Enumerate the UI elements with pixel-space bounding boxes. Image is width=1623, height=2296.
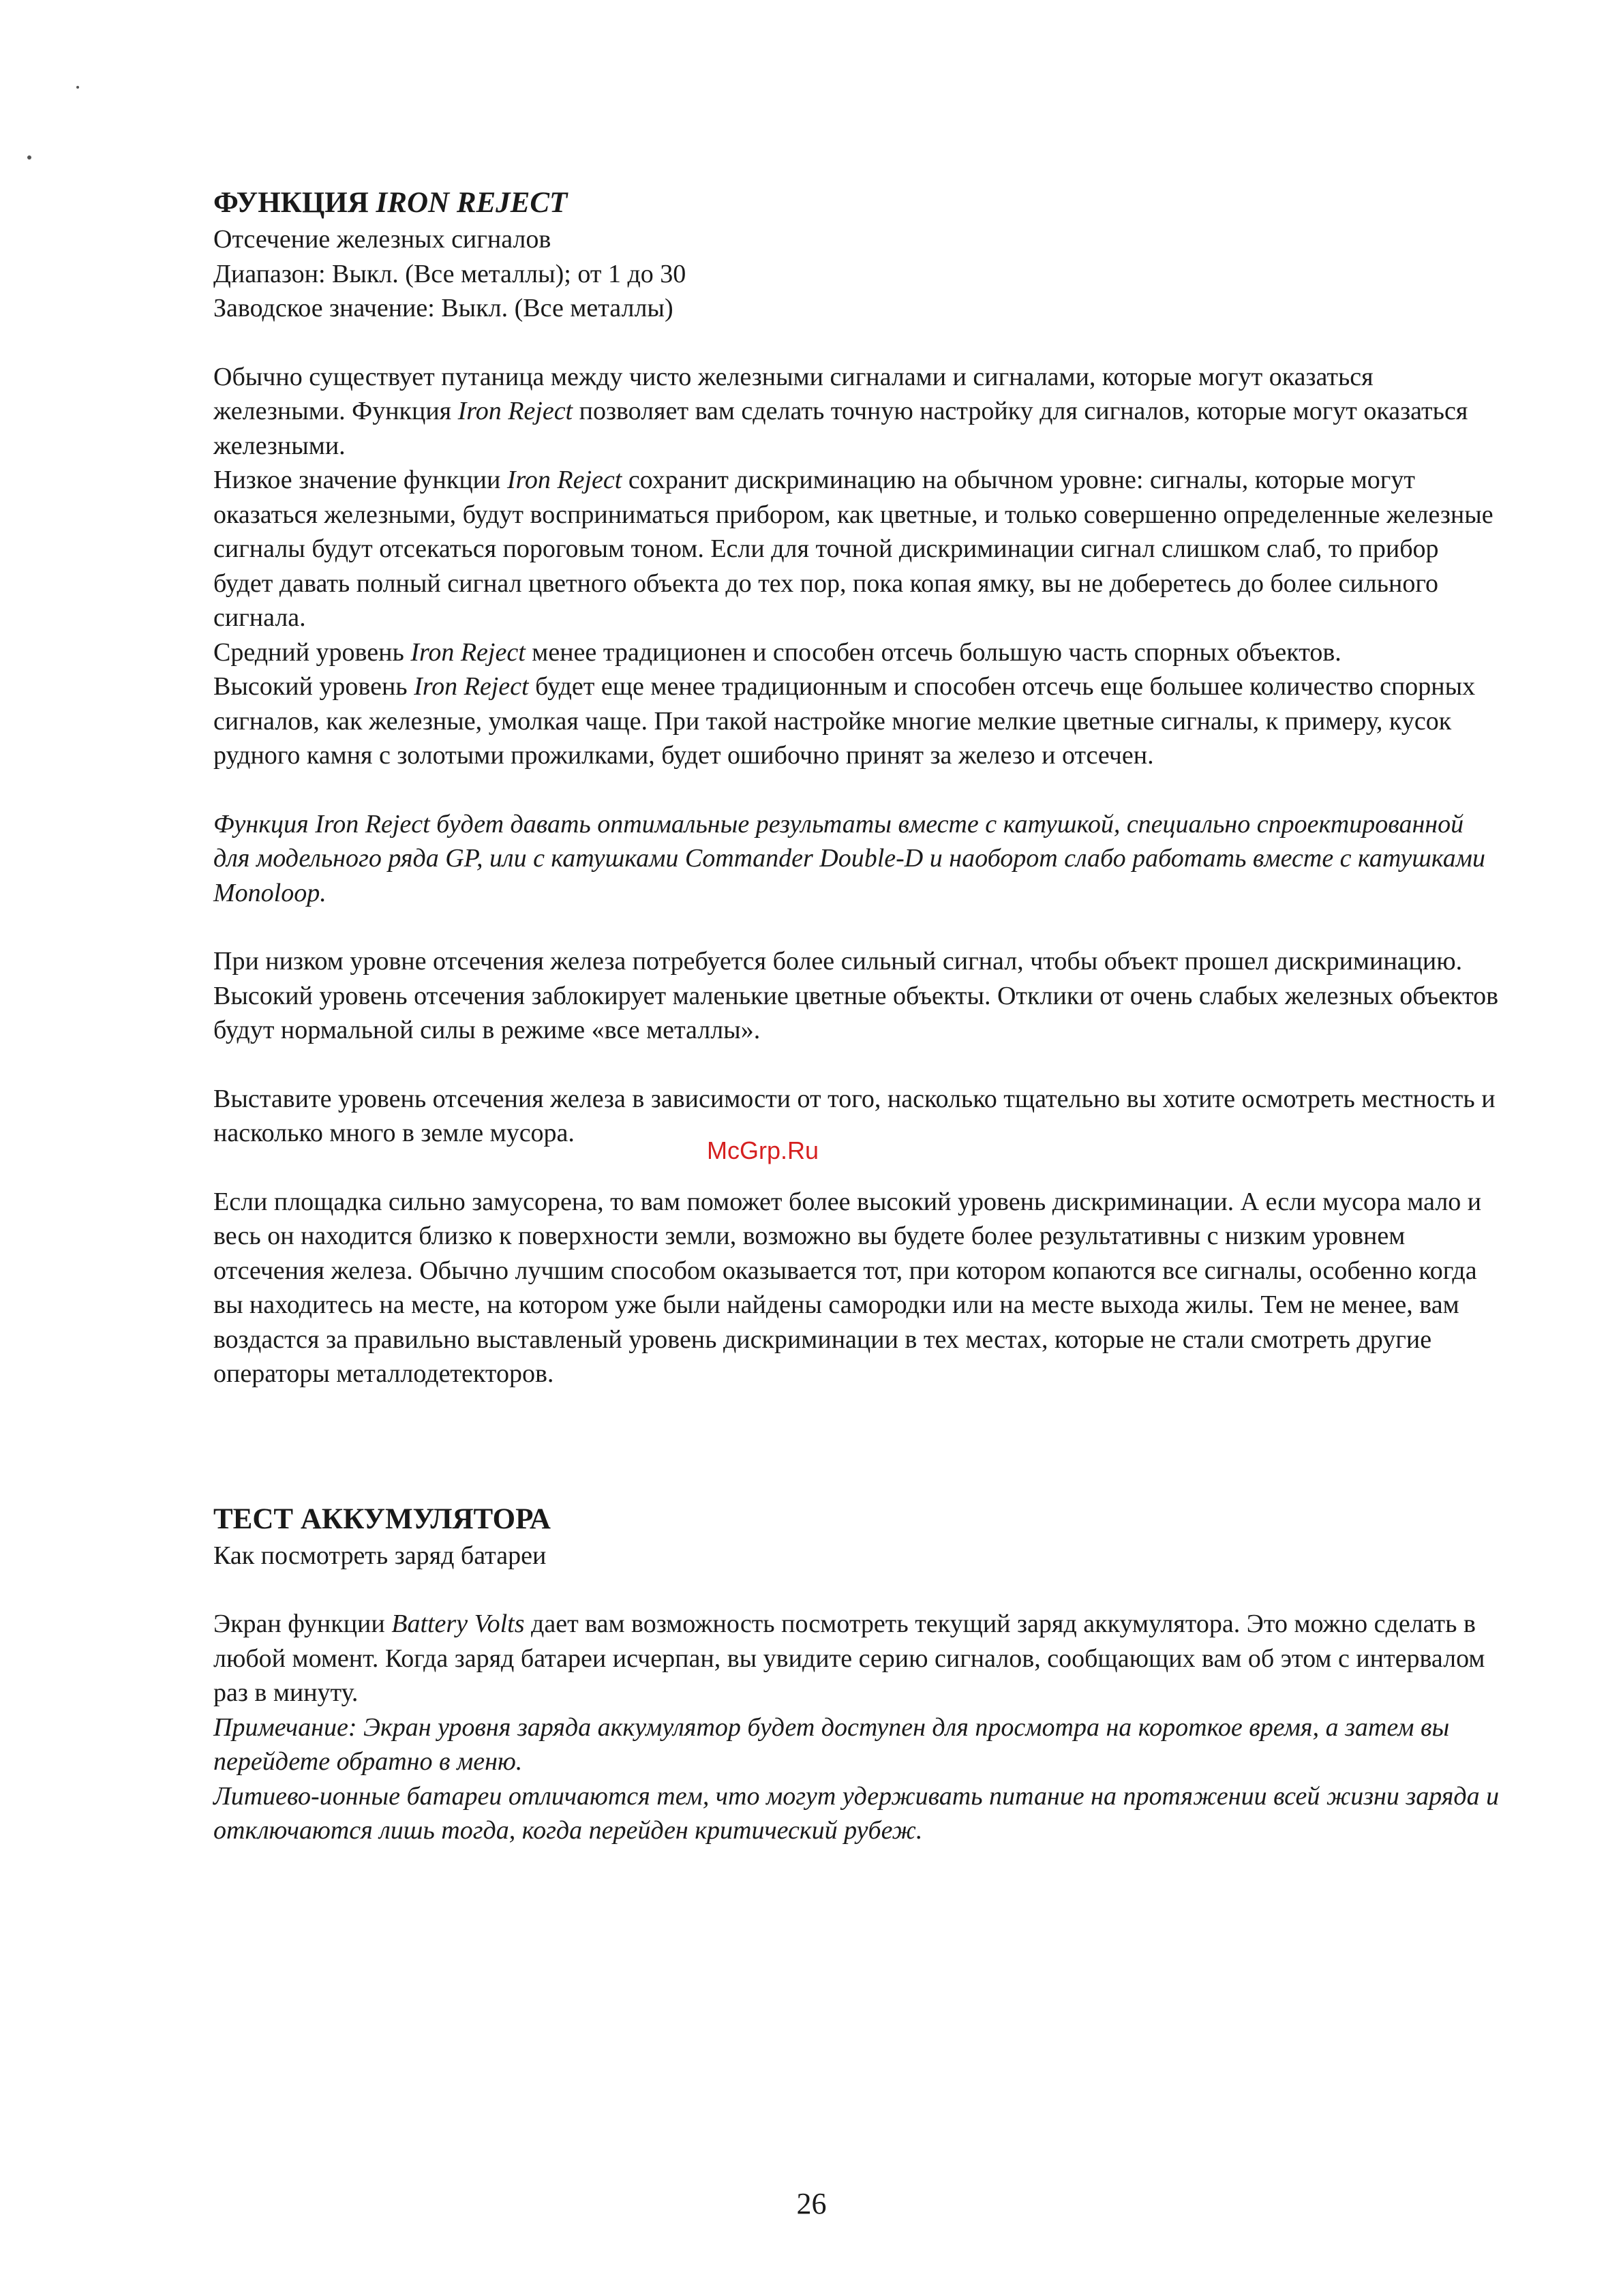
text-run: Обычно существует путаница между чисто железными сигналами и сигналами, которые могут оказаться железными. Функция (213, 362, 1374, 425)
section-subtitle: Как посмотреть заряд батареи (213, 1541, 547, 1570)
scan-speck (76, 86, 79, 89)
paragraph: При низком уровне отсечения железа потребуется более сильный сигнал, чтобы объект прошел дискриминацию. Высокий уровень отсечения заблокирует маленькие цветные объекты. Отклики от очень слабых железных объектов будут нормальной силы в режиме «все металлы». (213, 947, 1499, 1044)
text-run: менее традиционен и способен отсечь большую часть спорных объектов. (525, 637, 1341, 667)
paragraph (213, 1607, 1502, 1710)
paragraph (213, 635, 1502, 670)
paragraph: Если площадка сильно замусорена, то вам поможет более высокий уровень дискриминации. А если мусора мало и весь он находится близко к поверхности земли, возможно вы будете более результативны с низким уровнем отсечения железа. Обычно лучшим способом оказывается тот, при котором копаются все сигналы, особенно когда вы находитесь на месте, на котором уже были найдены самородки или на месте выхода жилы. Тем не менее, вам воздастся за правильно выставленый уровень дискриминации в тех местах, которые не стали смотреть другие операторы металлодетекторов. (213, 1187, 1482, 1388)
text-run: сохранит дискриминацию на обычном уровне: сигналы, которые могут оказаться железными, будут восприниматься прибором, как цветные, и только совершенно определенные железные сигналы будут отсекаться пороговым тоном. Если для точной дискриминации сигнал слишком слаб, то прибор будет давать полный сигнал цветного объекта до тех пор, пока копая ямку, вы не доберетесь до более сильного сигнала. (213, 466, 1493, 632)
scan-speck (27, 155, 31, 160)
paragraph (213, 360, 1502, 464)
section-heading-battery-test: ТЕСТ АККУМУЛЯТОРА (213, 1502, 551, 1535)
italic-term: Iron Reject (506, 466, 622, 494)
italic-term: Iron Reject (457, 397, 573, 425)
paragraph: Выставите уровень отсечения железа в зависимости от того, насколько тщательно вы хотите осмотреть местность и насколько много в земле мусора. (213, 1084, 1496, 1147)
italic-term: Iron Reject (414, 672, 529, 701)
text-run: Экран функции (213, 1610, 392, 1638)
factory-value-line: Заводское значение: Выкл. (Все металлы) (213, 294, 673, 322)
text-run: Высокий уровень (213, 672, 414, 701)
heading-prefix: ФУНКЦИЯ (213, 187, 376, 219)
paragraph (213, 669, 1502, 773)
text-run: будет еще менее традиционным и способен отсечь еще большее количество спорных сигналов, как железные, умолкая чаще. При такой настройке многие мелкие цветные сигналы, к примеру, кусок рудного камня с золотыми прожилками, будет ошибочно принят за железо и отсечен. (213, 672, 1476, 770)
section-subtitle: Отсечение железных сигналов (213, 225, 551, 254)
document-page (213, 184, 1502, 1848)
italic-term: Battery Volts (391, 1610, 525, 1638)
text-run: дает вам возможность посмотреть текущий заряд аккумулятора. Это можно сделать в любой момент. Когда заряд батареи исчерпан, вы увидите серию сигналов, сообщающих вам об этом с интервалом раз в минуту. (213, 1610, 1485, 1707)
page-number: 26 (796, 2187, 827, 2220)
paragraph (213, 463, 1502, 635)
text-run: позволяет вам сделать точную настройку для сигналов, которые могут оказаться железными. (213, 397, 1468, 460)
range-line: Диапазон: Выкл. (Все металлы); от 1 до 30 (213, 259, 686, 288)
section-heading-iron-reject (213, 184, 1502, 222)
text-run: Средний уровень (213, 637, 411, 667)
italic-term: Iron Reject (410, 637, 526, 667)
italic-note: Функция Iron Reject будет давать оптимальные результаты вместе с катушкой, специально спроектированной для модельного ряда GP, или с катушками Commander Double-D и наоборот слабо работать вместе с катушками Monoloop. (213, 809, 1486, 907)
heading-italic: IRON REJECT (376, 187, 568, 219)
watermark: McGrp.Ru (707, 1136, 819, 1164)
italic-note: Примечание: Экран уровня заряда аккумулятор будет доступен для просмотра на короткое время, а затем вы перейдете обратно в меню. (213, 1712, 1450, 1776)
text-run: Низкое значение функции (213, 466, 507, 494)
italic-note: Литиево-ионные батареи отличаются тем, что могут удерживать питание на протяжении всей жизни заряда и отключаются лишь тогда, когда перейден критический рубеж. (213, 1781, 1500, 1845)
